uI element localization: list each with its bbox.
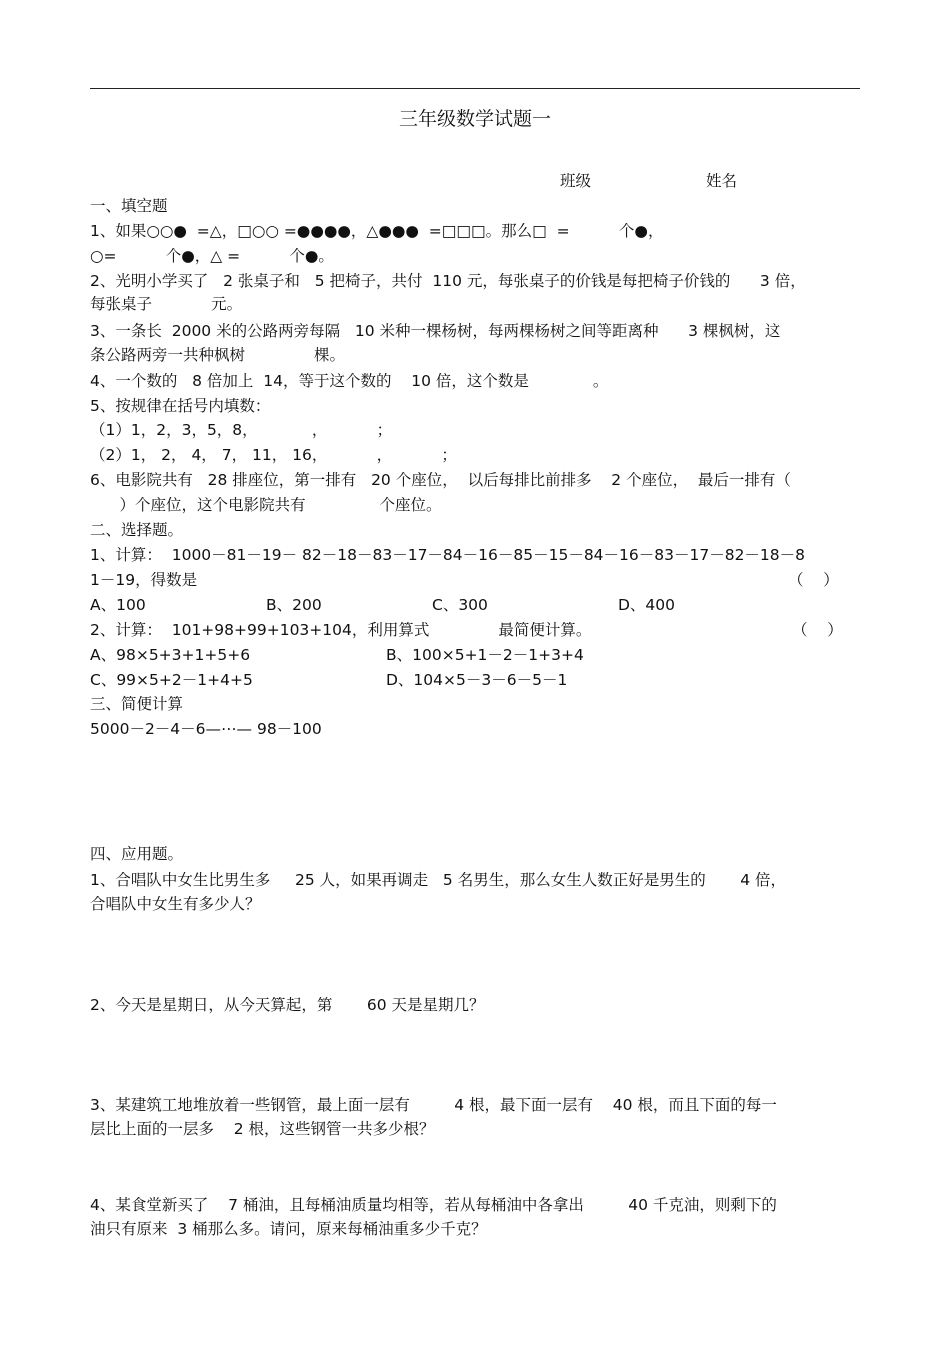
option-b: B、100×5+1－2－1+3+4 <box>386 646 584 664</box>
name-label: 姓名 <box>706 172 738 190</box>
answer-paren: （ ） <box>792 621 843 639</box>
question-text: 2、计算： 101+98+99+103+104，利用算式 最简便计算。 <box>90 621 592 639</box>
question-text: 3、一条长 2000 米的公路两旁每隔 10 米种一棵杨树，每两棵杨树之间等距离种 3 棵枫树，这 <box>90 322 781 340</box>
top-rule <box>90 88 860 89</box>
option-c: C、99×5+2－1+4+5 <box>90 671 253 689</box>
calc-expression: 5000－2－4－6—⋯— 98－100 <box>90 720 322 738</box>
question-text: （2）1， 2， 4， 7， 11， 16， ， ； <box>90 446 457 464</box>
section-heading-fill: 一、填空题 <box>90 197 168 215</box>
question-text: ）个座位，这个电影院共有 个座位。 <box>90 496 442 514</box>
question-text: 3、某建筑工地堆放着一些钢管，最上面一层有 4 根，最下面一层有 40 根，而且下面的每一 <box>90 1096 777 1114</box>
section-heading-word: 四、应用题。 <box>90 845 184 863</box>
question-text: 2、今天是星期日，从今天算起，第 60 天是星期几？ <box>90 996 485 1014</box>
section-heading-choice: 二、选择题。 <box>90 521 184 539</box>
question-text: 6、电影院共有 28 排座位，第一排有 20 个座位， 以后每排比前排多 2 个座位， 最后一排有（ <box>90 471 791 489</box>
question-text: 每张桌子 元。 <box>90 295 243 313</box>
question-text: 1、如果○○● =△，□○○ =●●●●，△●●● =□□□。那么□ = 个●， <box>90 222 664 240</box>
question-text: 1、计算： 1000－81－19－ 82－18－83－17－84－16－85－15－84－16－83－17－82－18－8 <box>90 546 806 564</box>
option-a: A、100 <box>90 596 146 614</box>
question-text: 条公路两旁一共种枫树 棵。 <box>90 346 345 364</box>
option-d: D、400 <box>618 596 676 614</box>
question-text: 4、一个数的 8 倍加上 14，等于这个数的 10 倍，这个数是 。 <box>90 372 609 390</box>
question-text: （1）1，2，3，5，8， ， ； <box>90 421 393 439</box>
option-d: D、104×5－3－6－5－1 <box>386 671 568 689</box>
question-text: ○= 个●，△ = 个●。 <box>90 247 334 265</box>
class-label: 班级 <box>560 172 592 190</box>
question-text: 2、光明小学买了 2 张桌子和 5 把椅子，共付 110 元，每张桌子的价钱是每把椅子价钱的 3 倍， <box>90 272 806 290</box>
section-heading-calc: 三、简便计算 <box>90 695 184 713</box>
option-b: B、200 <box>266 596 322 614</box>
question-text: 油只有原来 3 桶那么多。请问，原来每桶油重多少千克？ <box>90 1220 487 1238</box>
question-text: 1、合唱队中女生比男生多 25 人，如果再调走 5 名男生，那么女生人数正好是男生的 4 倍， <box>90 871 786 889</box>
option-c: C、300 <box>432 596 488 614</box>
question-text: 5、按规律在括号内填数： <box>90 397 271 415</box>
question-text: 合唱队中女生有多少人？ <box>90 895 261 913</box>
option-a: A、98×5+3+1+5+6 <box>90 646 251 664</box>
question-text: 层比上面的一层多 2 根，这些钢管一共多少根？ <box>90 1120 435 1138</box>
question-text: 1－19，得数是 <box>90 571 198 589</box>
question-text: 4、某食堂新买了 7 桶油，且每桶油质量均相等，若从每桶油中各拿出 40 千克油，则剩下的 <box>90 1196 777 1214</box>
page-title: 三年级数学试题一 <box>398 108 551 130</box>
answer-paren: （ ） <box>788 571 839 589</box>
